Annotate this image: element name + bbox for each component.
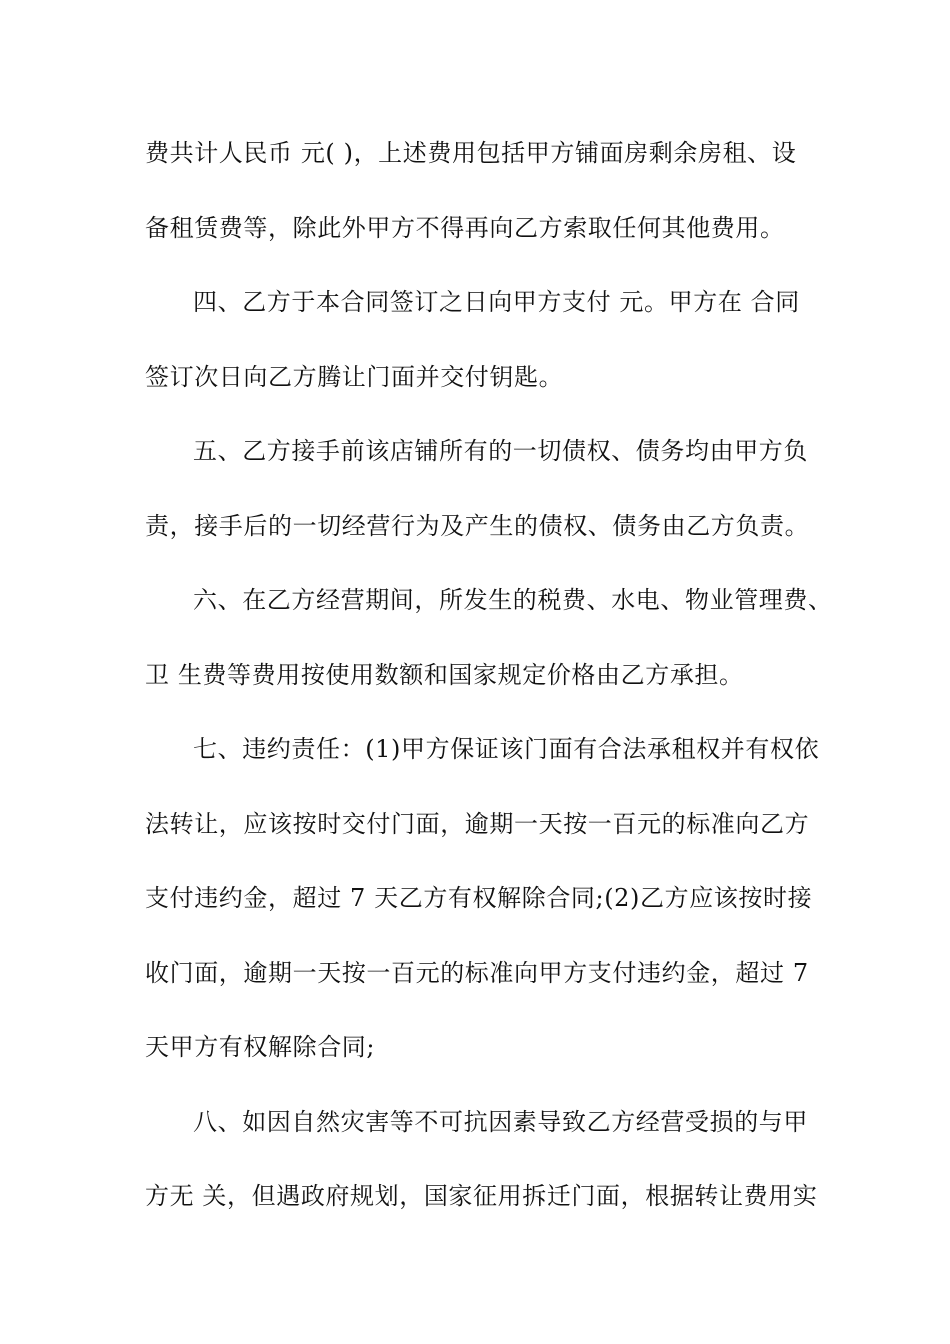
text-line-13: 天甲方有权解除合同; xyxy=(145,1033,376,1061)
text-line-12: 收门面，逾期一天按一百元的标准向甲方支付违约金，超过 7 xyxy=(145,958,809,987)
text-line-8: 卫 生费等费用按使用数额和国家规定价格由乙方承担。 xyxy=(145,660,744,689)
text-line-2: 备租赁费等，除此外甲方不得再向乙方索取任何其他费用。 xyxy=(145,213,785,242)
text-line-10: 法转让，应该按时交付门面，逾期一天按一百元的标准向乙方 xyxy=(145,809,810,838)
text-line-11: 支付违约金，超过 7 天乙方有权解除合同;(2)乙方应该按时接 xyxy=(145,884,813,912)
text-line-15: 方无 关，但遇政府规划，国家征用拆迁门面，根据转让费用实 xyxy=(145,1182,818,1210)
text-line-9: 七、违约责任：(1)甲方保证该门面有合法承租权并有权依 xyxy=(193,735,820,763)
text-line-6: 责，接手后的一切经营行为及产生的债权、债务由乙方负责。 xyxy=(145,511,810,540)
text-line-5: 五、乙方接手前该店铺所有的一切债权、债务均由甲方负 xyxy=(193,437,808,465)
text-line-3: 四、乙方于本合同签订之日向甲方支付 元。甲方在 合同 xyxy=(193,288,800,316)
text-line-14: 八、如因自然灾害等不可抗因素导致乙方经营受损的与甲 xyxy=(193,1107,808,1136)
text-line-1: 费共计人民币 元( )，上述费用包括甲方铺面房剩余房租、设 xyxy=(145,139,797,167)
text-line-4: 签订次日向乙方腾让门面并交付钥匙。 xyxy=(145,362,564,391)
document-body xyxy=(145,131,833,1249)
text-line-7: 六、在乙方经营期间，所发生的税费、水电、物业管理费、 xyxy=(193,586,833,614)
